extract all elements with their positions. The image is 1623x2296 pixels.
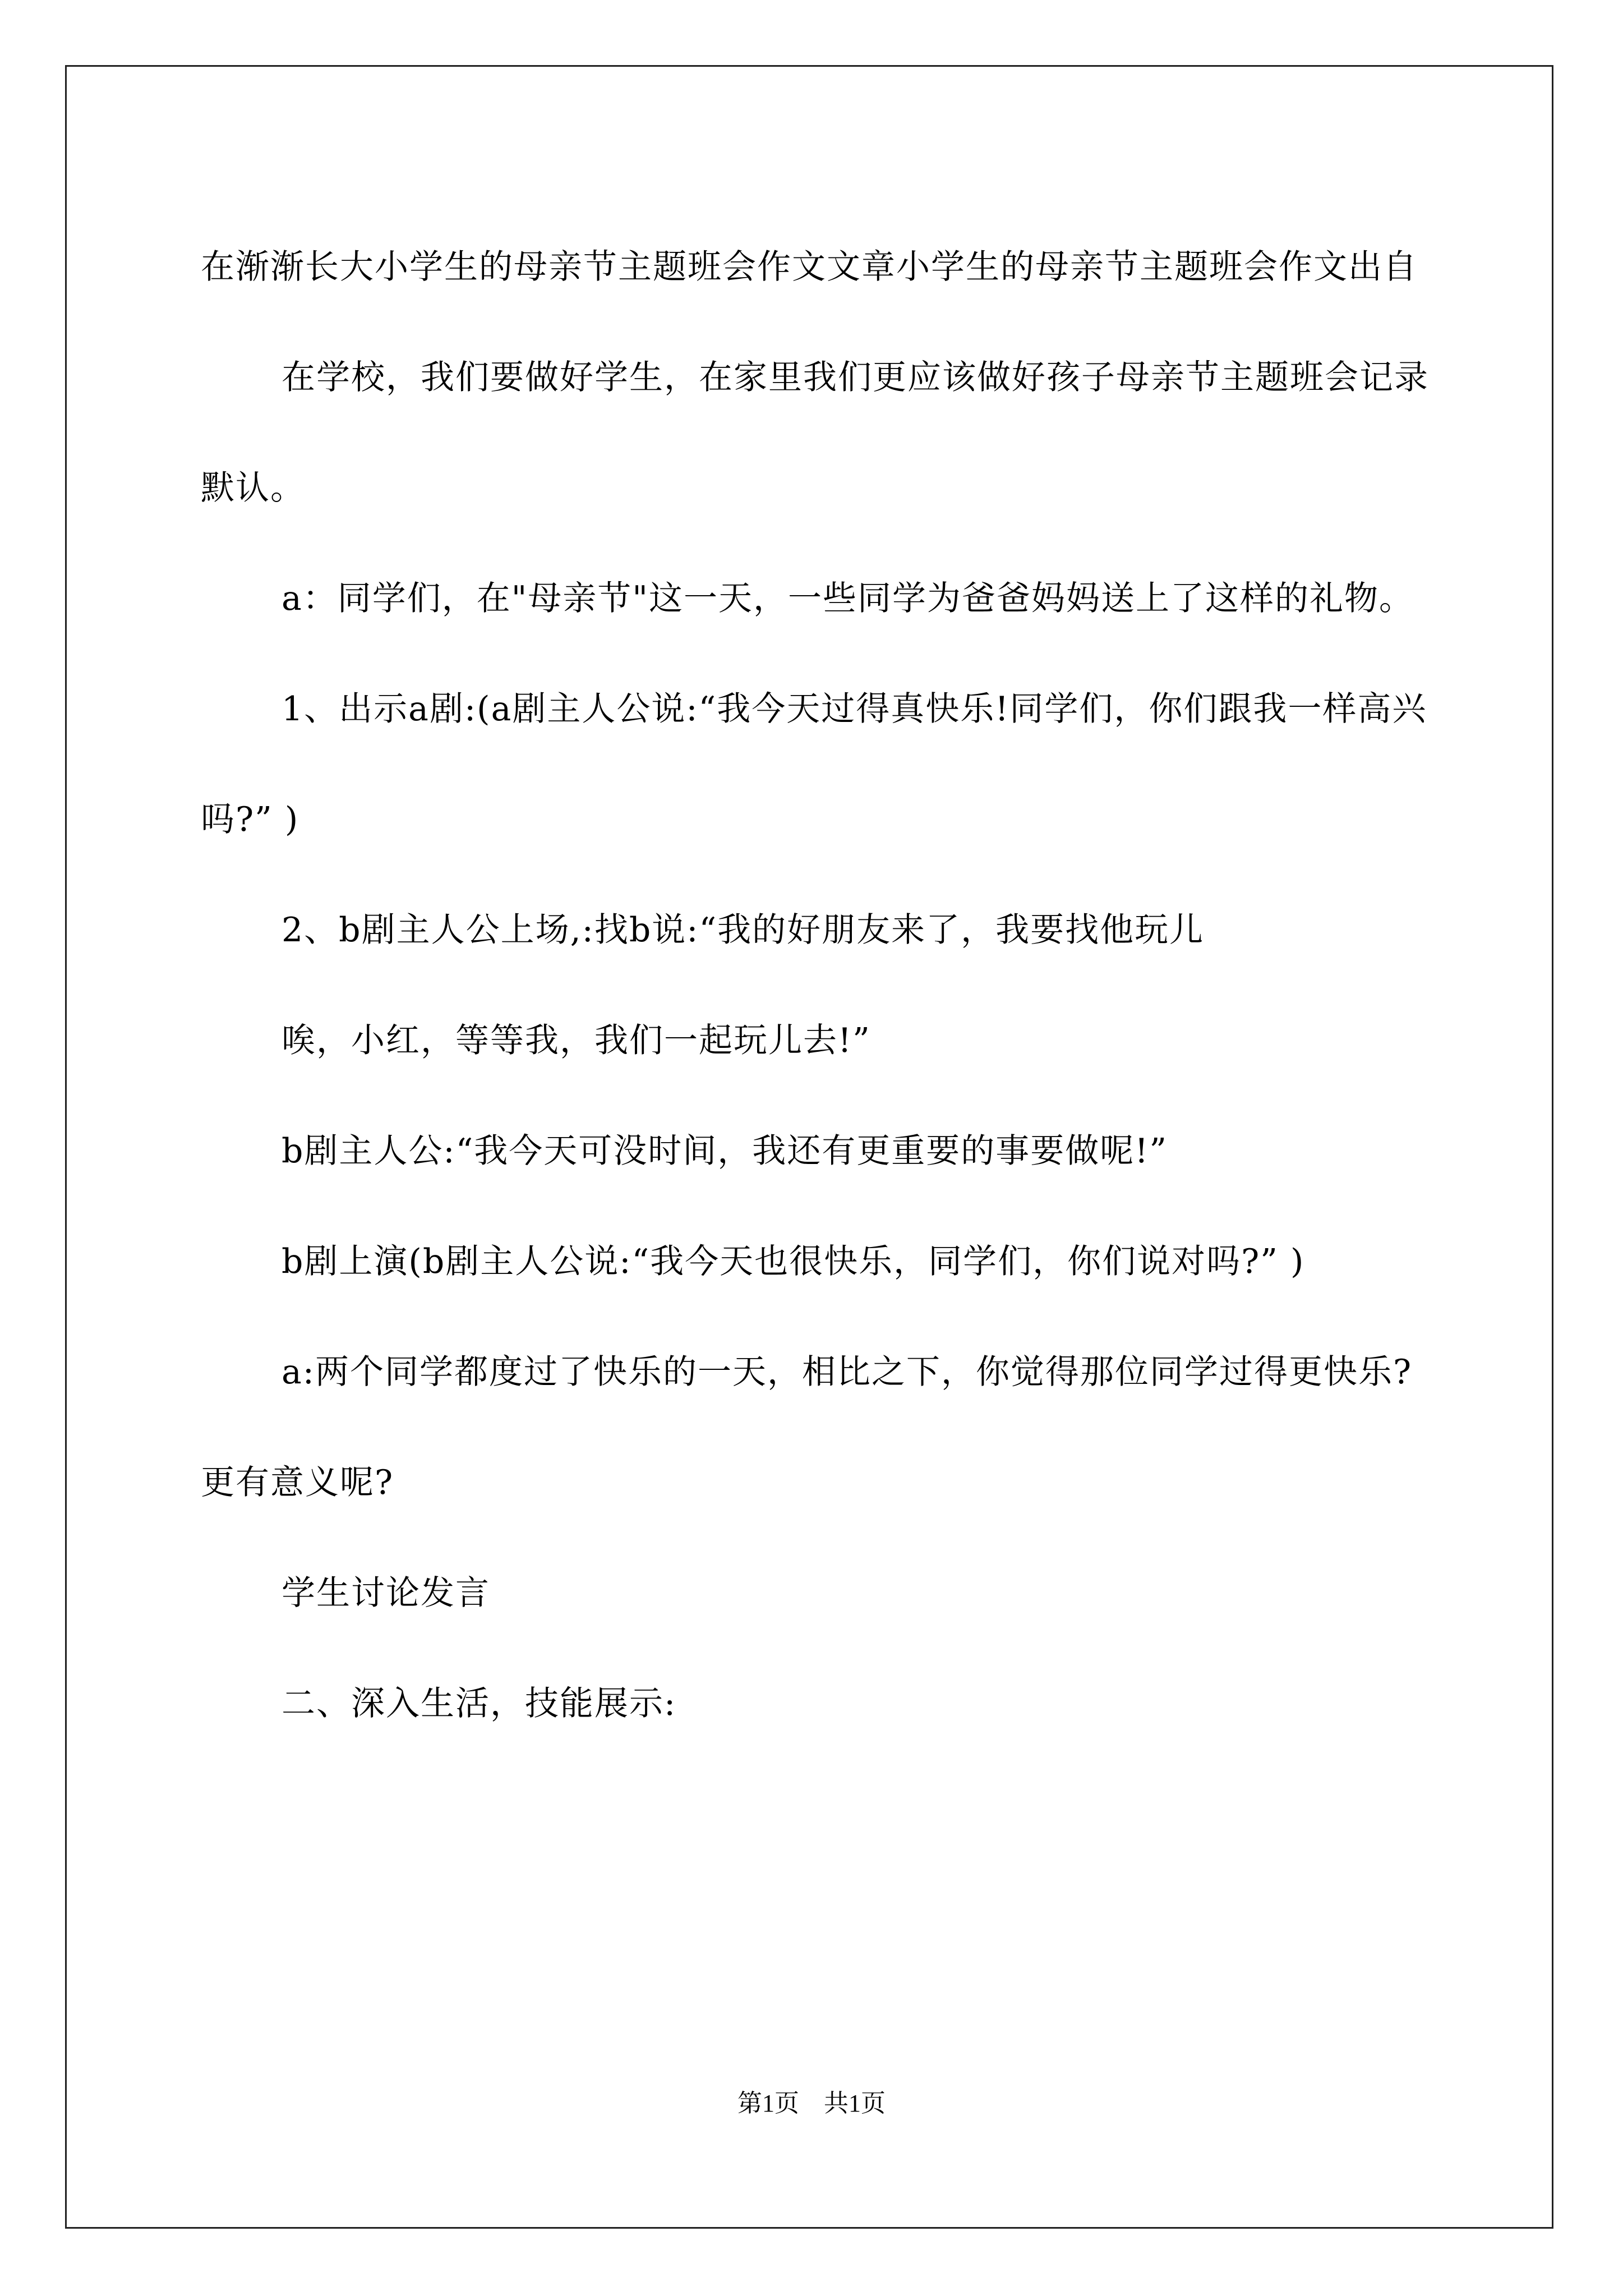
paragraph: a:两个同学都度过了快乐的一天，相比之下，你觉得那位同学过得更快乐?更有意义呢?	[201, 1352, 1413, 1502]
paragraph-title-line: 在渐渐长大小学生的母亲节主题班会作文文章小学生的母亲节主题班会作文出自	[201, 247, 1418, 287]
paragraph: 在学校，我们要做好学生，在家里我们更应该做好孩子母亲节主题班会记录默认。	[201, 358, 1429, 508]
paragraph: 2、b剧主人公上场,:找b说:“我的好朋友来了，我要找他玩儿	[282, 910, 1205, 950]
paragraph: b剧主人公:“我今天可没时间，我还有更重要的事要做呢!”	[282, 1131, 1168, 1171]
paragraph: 二、深入生活，技能展示:	[282, 1684, 677, 1723]
paragraph: a：同学们，在"母亲节"这一天，一些同学为爸爸妈妈送上了这样的礼物。	[282, 579, 1414, 618]
page-number: 第1页	[737, 2090, 799, 2117]
paragraph: 学生讨论发言	[282, 1573, 490, 1613]
paragraph: 唉，小红，等等我，我们一起玩儿去!”	[282, 1021, 871, 1060]
page-total: 共1页	[824, 2090, 886, 2117]
paragraph: b剧上演(b剧主人公说:“我今天也很快乐，同学们，你们说对吗?” )	[282, 1242, 1305, 1281]
document-body	[201, 212, 1429, 1759]
paragraph: 1、出示a剧:(a剧主人公说:“我今天过得真快乐!同学们，你们跟我一样高兴吗?” )	[201, 689, 1427, 839]
page-footer	[0, 2087, 1623, 2120]
